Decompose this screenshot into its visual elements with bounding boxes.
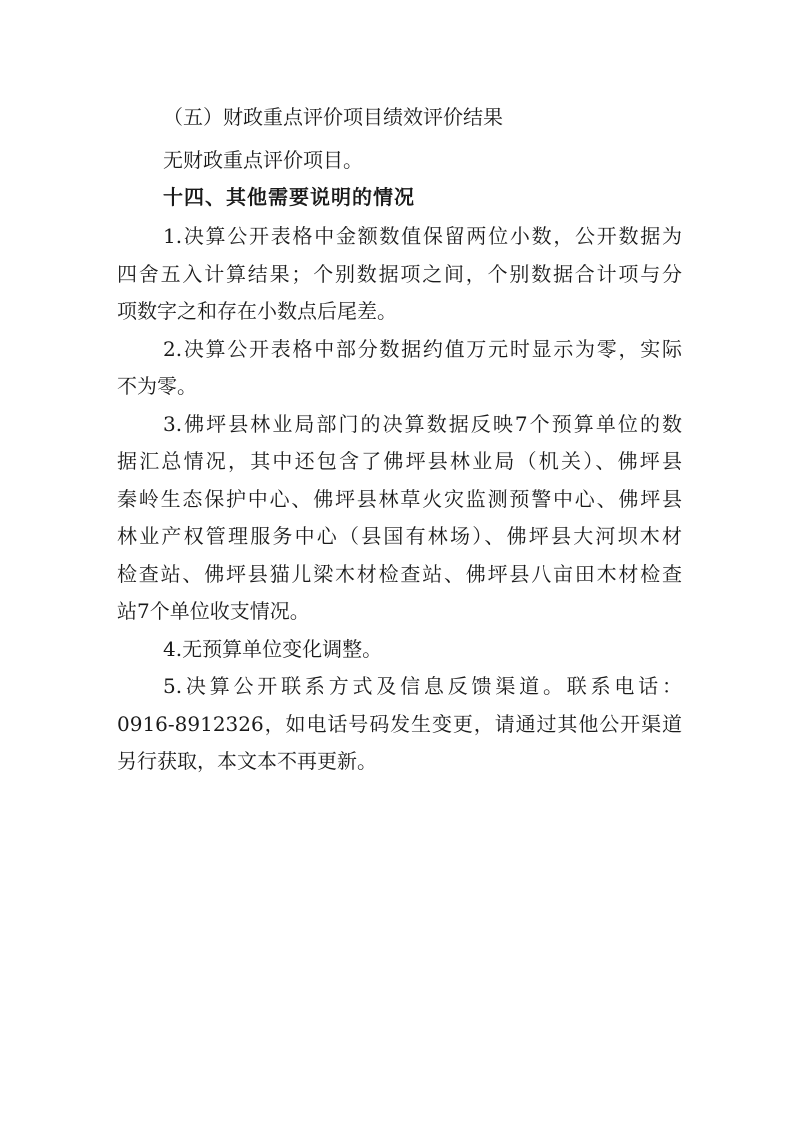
paragraph-line (0, 666, 792, 706)
line-text: 3.佛坪县林业局部门的决算数据反映7个预算单位的数 (163, 412, 682, 436)
section-heading (0, 97, 792, 137)
line-text: 0916-8912326，如电话号码发生变更，请通过其他公开渠道 (117, 712, 682, 736)
line-text: 检查站、佛坪县猫儿梁木材检查站、佛坪县八亩田木材检查 (117, 562, 682, 586)
paragraph-line (0, 741, 792, 781)
line-text: 2.决算公开表格中部分数据约值万元时显示为零，实际 (163, 337, 682, 361)
paragraph-line (0, 329, 792, 369)
line-text: 十四、其他需要说明的情况 (163, 185, 415, 209)
line-text: 不为零。 (117, 374, 197, 398)
line-text: 4.无预算单位变化调整。 (163, 637, 383, 661)
line-text: 四舍五入计算结果；个别数据项之间，个别数据合计项与分 (117, 262, 682, 286)
paragraph-line (0, 479, 792, 519)
paragraph-line (0, 291, 792, 331)
section-heading (0, 177, 792, 217)
paragraph-line (0, 254, 792, 294)
paragraph-line (0, 441, 792, 481)
line-text: 站7个单位收支情况。 (117, 599, 310, 623)
paragraph-line (0, 629, 792, 669)
paragraph-line (0, 404, 792, 444)
line-text: 据汇总情况，其中还包含了佛坪县林业局（机关）、佛坪县 (117, 449, 682, 473)
line-text: 秦岭生态保护中心、佛坪县林草火灾监测预警中心、佛坪县 (117, 487, 682, 511)
paragraph-line (0, 516, 792, 556)
line-text: 另行获取，本文本不再更新。 (117, 749, 377, 773)
line-text: 1.决算公开表格中金额数值保留两位小数，公开数据为 (163, 224, 682, 248)
line-text: 5.决算公开联系方式及信息反馈渠道。联系电话： (163, 674, 682, 698)
line-text: 林业产权管理服务中心（县国有林场）、佛坪县大河坝木材 (117, 524, 682, 548)
paragraph-line (0, 704, 792, 744)
line-text: （五）财政重点评价项目绩效评价结果 (163, 105, 503, 129)
paragraph-line (0, 591, 792, 631)
paragraph-line (0, 366, 792, 406)
line-text: 项数字之和存在小数点后尾差。 (117, 299, 397, 323)
line-text: 无财政重点评价项目。 (163, 148, 363, 172)
paragraph-line (0, 140, 792, 180)
paragraph-line (0, 216, 792, 256)
paragraph-line (0, 554, 792, 594)
